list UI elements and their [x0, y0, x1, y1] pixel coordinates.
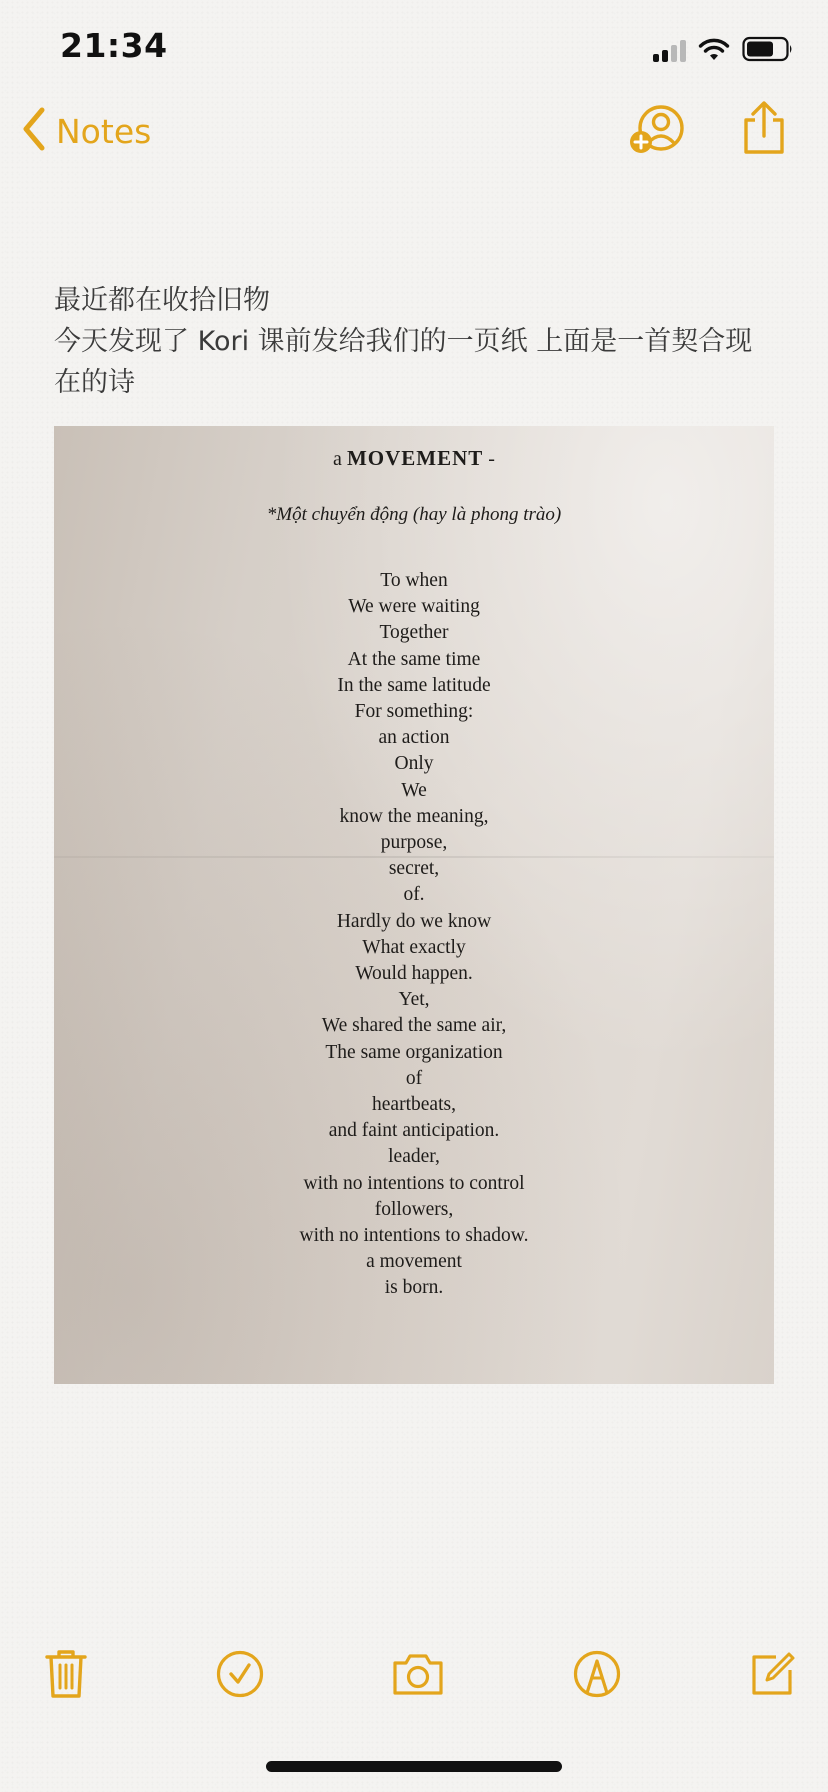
camera-button[interactable] [388, 1646, 448, 1706]
trash-icon [44, 1648, 88, 1704]
poem-line: Hardly do we know [336, 910, 492, 932]
poem-line: an action [378, 727, 450, 749]
poem-line: We shared the same air, [321, 1015, 507, 1037]
poem-line: To when [380, 570, 448, 591]
home-indicator[interactable] [266, 1761, 562, 1772]
poem-line: We [401, 779, 427, 801]
poem-line: of [405, 1067, 423, 1089]
share-icon [738, 141, 790, 160]
poem-title-suffix: - [483, 448, 495, 470]
poem-line: of. [403, 884, 425, 906]
camera-icon [391, 1651, 445, 1701]
poem-line: secret, [388, 858, 440, 880]
poem-line: Only [394, 753, 434, 775]
poem-line: followers, [374, 1198, 454, 1220]
poem-subtitle: *Một chuyển động (hay là phong trào) [266, 504, 562, 525]
poem-line: We were waiting [348, 596, 480, 618]
compose-icon [748, 1650, 796, 1702]
add-person-button[interactable] [628, 104, 686, 160]
poem-line: is born. [384, 1277, 444, 1299]
poem-line: For something: [354, 701, 474, 723]
poem-line: At the same time [347, 648, 481, 670]
back-button[interactable] [22, 106, 151, 156]
note-body-text[interactable] [54, 280, 774, 403]
poem-line: a movement [366, 1251, 462, 1273]
add-person-icon [628, 141, 686, 160]
share-button[interactable] [738, 100, 790, 160]
markup-icon [573, 1650, 621, 1702]
note-line: 最近都在收拾旧物 [54, 285, 270, 316]
poem-line: and faint anticipation. [328, 1120, 500, 1142]
delete-button[interactable] [36, 1646, 96, 1706]
signal-icon [653, 40, 686, 62]
poem-line: leader, [388, 1146, 440, 1168]
poem-line: Would happen. [355, 963, 473, 985]
poem-title-prefix: a [333, 448, 347, 470]
back-label: Notes [56, 111, 152, 151]
checklist-button[interactable] [210, 1646, 270, 1706]
photo-attachment[interactable] [54, 426, 774, 1384]
poem-lines [54, 568, 774, 1302]
compose-button[interactable] [742, 1646, 802, 1706]
status-bar [0, 0, 828, 96]
poem-line: What exactly [362, 936, 466, 958]
chevron-left-icon [22, 107, 46, 155]
wifi-icon [698, 38, 730, 62]
poem-line: with no intentions to control [303, 1172, 525, 1194]
poem-title-main: MOVEMENT [346, 446, 484, 470]
bottom-toolbar [0, 1646, 828, 1710]
markup-button[interactable] [567, 1646, 627, 1706]
battery-icon [742, 36, 794, 62]
note-line: 今天发现了 Kori 课前发给我们的一页纸 上面是一首契合现在的诗 [54, 326, 753, 398]
status-time: 21:34 [60, 26, 168, 65]
poem-line: In the same latitude [337, 674, 491, 696]
poem-line: purpose, [380, 832, 448, 854]
poem-title [54, 446, 774, 471]
poem-line: Together [379, 622, 449, 644]
nav-bar [0, 96, 828, 168]
poem-line: with no intentions to shadow. [299, 1225, 529, 1247]
poem-line: know the meaning, [339, 805, 489, 827]
status-icons [653, 36, 794, 62]
poem-line: heartbeats, [372, 1094, 456, 1116]
poem-line: The same organization [325, 1041, 503, 1063]
poem-line: Yet, [398, 989, 430, 1011]
checklist-icon [216, 1650, 264, 1702]
